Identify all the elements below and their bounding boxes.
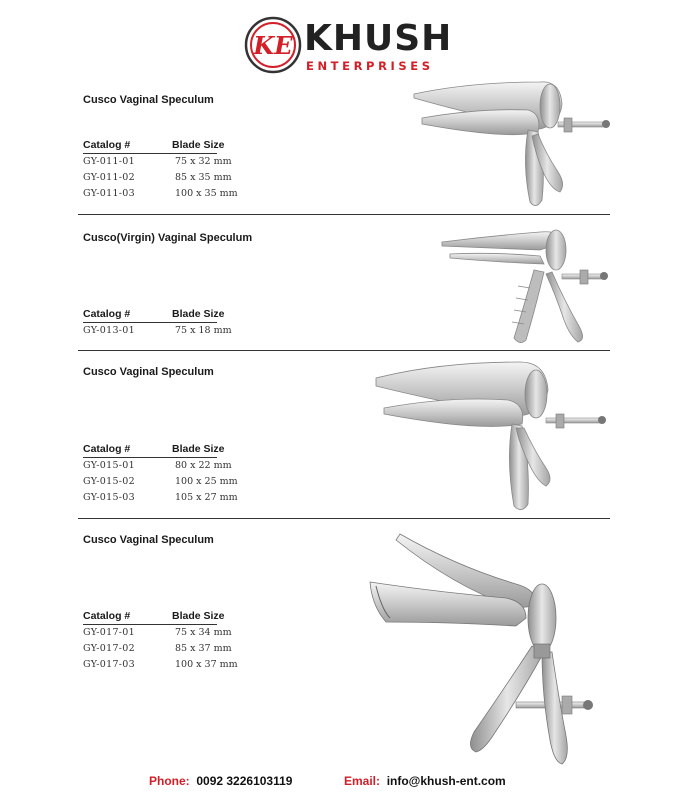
badge-text: KE bbox=[253, 31, 293, 60]
table-row bbox=[83, 323, 243, 339]
email-label: Email: bbox=[344, 774, 381, 788]
product-title: Cusco(Virgin) Vaginal Speculum bbox=[83, 232, 253, 244]
speculum-image bbox=[440, 216, 620, 348]
catalog-cell: GY-013-01 bbox=[83, 325, 135, 336]
size-cell: 75 x 18 mm bbox=[175, 325, 232, 336]
speculum-image bbox=[370, 358, 610, 518]
product-title: Cusco Vaginal Speculum bbox=[83, 366, 214, 378]
catalog-cell: GY-015-03 bbox=[83, 492, 135, 503]
phone-contact[interactable] bbox=[149, 774, 292, 788]
catalog-header: Catalog # bbox=[83, 139, 131, 151]
size-cell: 75 x 34 mm bbox=[175, 627, 232, 638]
contact-footer bbox=[0, 774, 689, 792]
catalog-header: Catalog # bbox=[83, 443, 131, 455]
section-divider bbox=[78, 518, 610, 519]
table-row bbox=[83, 458, 243, 474]
catalog-header: Catalog # bbox=[83, 308, 131, 320]
catalog-cell: GY-017-03 bbox=[83, 659, 135, 670]
table-row bbox=[83, 625, 243, 641]
section-divider bbox=[78, 350, 610, 351]
blade-size-header: Blade Size bbox=[172, 443, 225, 455]
catalog-cell: GY-017-02 bbox=[83, 643, 135, 654]
table-row bbox=[83, 657, 243, 673]
brand-name: KHUSH bbox=[304, 18, 453, 59]
brand-tagline: ENTERPRISES bbox=[306, 59, 434, 73]
size-cell: 85 x 35 mm bbox=[175, 172, 232, 183]
product-title: Cusco Vaginal Speculum bbox=[83, 534, 214, 546]
table-row bbox=[83, 186, 243, 202]
blade-size-header: Blade Size bbox=[172, 308, 225, 320]
email-contact[interactable] bbox=[344, 774, 506, 788]
phone-label: Phone: bbox=[149, 774, 190, 788]
section-divider bbox=[78, 214, 610, 215]
email-value[interactable]: info@khush-ent.com bbox=[386, 774, 506, 788]
table-row bbox=[83, 170, 243, 186]
catalog-cell: GY-011-01 bbox=[83, 156, 135, 167]
catalog-cell: GY-015-02 bbox=[83, 476, 135, 487]
catalog-cell: GY-011-03 bbox=[83, 188, 135, 199]
product-title: Cusco Vaginal Speculum bbox=[83, 94, 214, 106]
table-row bbox=[83, 474, 243, 490]
blade-size-header: Blade Size bbox=[172, 139, 225, 151]
size-cell: 100 x 35 mm bbox=[175, 188, 238, 199]
blade-size-header: Blade Size bbox=[172, 610, 225, 622]
table-header bbox=[83, 139, 243, 154]
speculum-image bbox=[366, 526, 616, 770]
table-row bbox=[83, 641, 243, 657]
catalog-header: Catalog # bbox=[83, 610, 131, 622]
size-cell: 100 x 25 mm bbox=[175, 476, 238, 487]
catalog-cell: GY-011-02 bbox=[83, 172, 135, 183]
size-cell: 85 x 37 mm bbox=[175, 643, 232, 654]
spec-table bbox=[83, 443, 243, 506]
brand-logo bbox=[244, 14, 454, 74]
table-row bbox=[83, 154, 243, 170]
brand-badge-icon bbox=[244, 16, 302, 74]
table-header bbox=[83, 308, 243, 323]
size-cell: 105 x 27 mm bbox=[175, 492, 238, 503]
spec-table bbox=[83, 308, 243, 339]
table-header bbox=[83, 610, 243, 625]
spec-table bbox=[83, 139, 243, 202]
speculum-image bbox=[410, 74, 620, 214]
table-row bbox=[83, 490, 243, 506]
catalog-cell: GY-017-01 bbox=[83, 627, 135, 638]
size-cell: 80 x 22 mm bbox=[175, 460, 232, 471]
catalog-cell: GY-015-01 bbox=[83, 460, 135, 471]
size-cell: 100 x 37 mm bbox=[175, 659, 238, 670]
spec-table bbox=[83, 610, 243, 673]
table-header bbox=[83, 443, 243, 458]
size-cell: 75 x 32 mm bbox=[175, 156, 232, 167]
phone-value[interactable]: 0092 3226103119 bbox=[196, 774, 293, 788]
